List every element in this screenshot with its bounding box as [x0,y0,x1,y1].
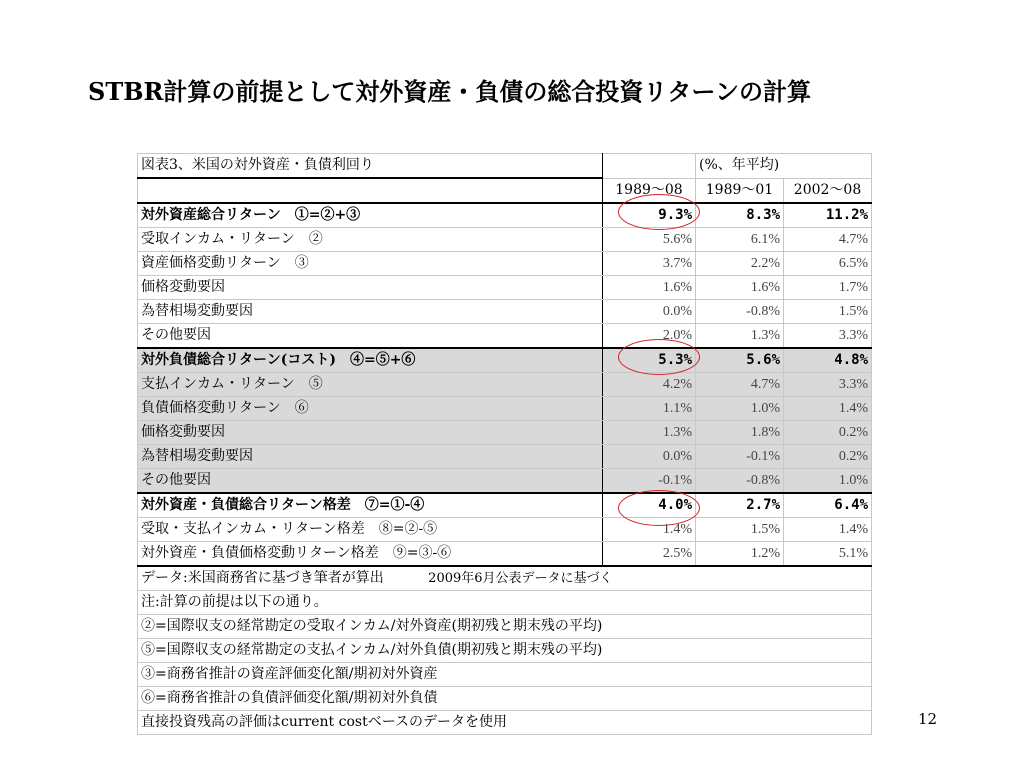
table-row [138,372,872,396]
table-row [138,275,872,299]
table-row [138,348,872,373]
note-text: 注:計算の前提は以下の通り。 [138,590,872,614]
row-label: 価格変動要因 [138,275,603,299]
table-caption: 図表3、米国の対外資産・負債利回り [138,154,603,179]
row-label: 対外負債総合リターン(コスト) ④=⑤+⑥ [138,348,603,373]
note-row [138,590,872,614]
row-value: 1.1% [603,396,696,420]
row-value: 8.3% [696,203,784,228]
table-row [138,299,872,323]
row-label: 対外資産・負債価格変動リターン格差 ⑨=③-⑥ [138,541,603,566]
row-label: 受取インカム・リターン ② [138,227,603,251]
row-value: 1.7% [784,275,872,299]
row-label: 為替相場変動要因 [138,444,603,468]
row-value: 5.1% [784,541,872,566]
table-row [138,251,872,275]
row-value: 0.0% [603,299,696,323]
row-value: 1.2% [696,541,784,566]
note-text: ③=商務省推計の資産評価変化額/期初対外資産 [138,662,872,686]
slide-title: STBR計算の前提として対外資産・負債の総合投資リターンの計算 [88,77,811,106]
note-text: ⑤=国際収支の経常勘定の支払インカム/対外負債(期初残と期末残の平均) [138,638,872,662]
row-value: 1.6% [696,275,784,299]
row-value: 4.7% [784,227,872,251]
period-header: 1989～08 [603,178,696,203]
row-value: 2.0% [603,323,696,348]
row-label: 為替相場変動要因 [138,299,603,323]
row-value: 3.7% [603,251,696,275]
row-value: 9.3% [603,203,696,228]
row-label: 負債価格変動リターン ⑥ [138,396,603,420]
row-label: 価格変動要因 [138,420,603,444]
note-row [138,614,872,638]
row-value: 4.7% [696,372,784,396]
row-value: 5.6% [603,227,696,251]
note-text: 直接投資残高の評価はcurrent costベースのデータを使用 [138,710,872,734]
row-label: 対外資産・負債総合リターン格差 ⑦=①-④ [138,493,603,518]
row-value: 4.2% [603,372,696,396]
note-row [138,662,872,686]
row-value: 5.3% [603,348,696,373]
row-label: 資産価格変動リターン ③ [138,251,603,275]
row-label: 受取・支払インカム・リターン格差 ⑧=②-⑤ [138,517,603,541]
row-value: -0.8% [696,468,784,493]
row-value: 2.2% [696,251,784,275]
row-value: 0.0% [603,444,696,468]
row-value: 3.3% [784,323,872,348]
row-value: 0.2% [784,444,872,468]
returns-table-grid [137,153,872,735]
row-value: 1.6% [603,275,696,299]
row-value: -0.1% [696,444,784,468]
row-value: 1.0% [784,468,872,493]
table-row [138,203,872,228]
row-label: その他要因 [138,468,603,493]
table-row [138,227,872,251]
note-row [138,638,872,662]
row-value: -0.1% [603,468,696,493]
row-value: 5.6% [696,348,784,373]
table-row [138,323,872,348]
row-label: 支払インカム・リターン ⑤ [138,372,603,396]
row-value: 1.3% [696,323,784,348]
row-value: 1.4% [784,517,872,541]
row-value: 6.4% [784,493,872,518]
table-unit: (%、年平均) [696,154,872,179]
row-label: 対外資産総合リターン ①=②+③ [138,203,603,228]
table-row [138,541,872,566]
table-row [138,420,872,444]
note-text: ②=国際収支の経常勘定の受取インカム/対外資産(期初残と期末残の平均) [138,614,872,638]
period-header: 2002～08 [784,178,872,203]
returns-table [137,153,871,735]
row-value: 2.5% [603,541,696,566]
note-row [138,686,872,710]
row-value: 1.4% [784,396,872,420]
period-header: 1989～01 [696,178,784,203]
row-label: その他要因 [138,323,603,348]
row-value: 4.8% [784,348,872,373]
row-value: 11.2% [784,203,872,228]
row-value: -0.8% [696,299,784,323]
row-value: 1.4% [603,517,696,541]
row-value: 1.5% [784,299,872,323]
table-row [138,396,872,420]
row-value: 1.0% [696,396,784,420]
note-text: ⑥=商務省推計の負債評価変化額/期初対外負債 [138,686,872,710]
row-value: 1.3% [603,420,696,444]
data-source-note: データ:米国商務省に基づき筆者が算出 [141,569,384,586]
table-row [138,444,872,468]
note-row [138,566,872,591]
row-value: 6.5% [784,251,872,275]
row-value: 2.7% [696,493,784,518]
page-number: 12 [918,710,938,728]
table-header-period-row [138,178,872,203]
table-header-caption-row [138,154,872,179]
row-value: 1.8% [696,420,784,444]
table-row [138,517,872,541]
table-row [138,493,872,518]
note-row [138,710,872,734]
row-value: 1.5% [696,517,784,541]
row-value: 0.2% [784,420,872,444]
table-row [138,468,872,493]
data-date-note: 2009年6月公表データに基づく [428,570,613,586]
row-value: 6.1% [696,227,784,251]
row-value: 3.3% [784,372,872,396]
row-value: 4.0% [603,493,696,518]
